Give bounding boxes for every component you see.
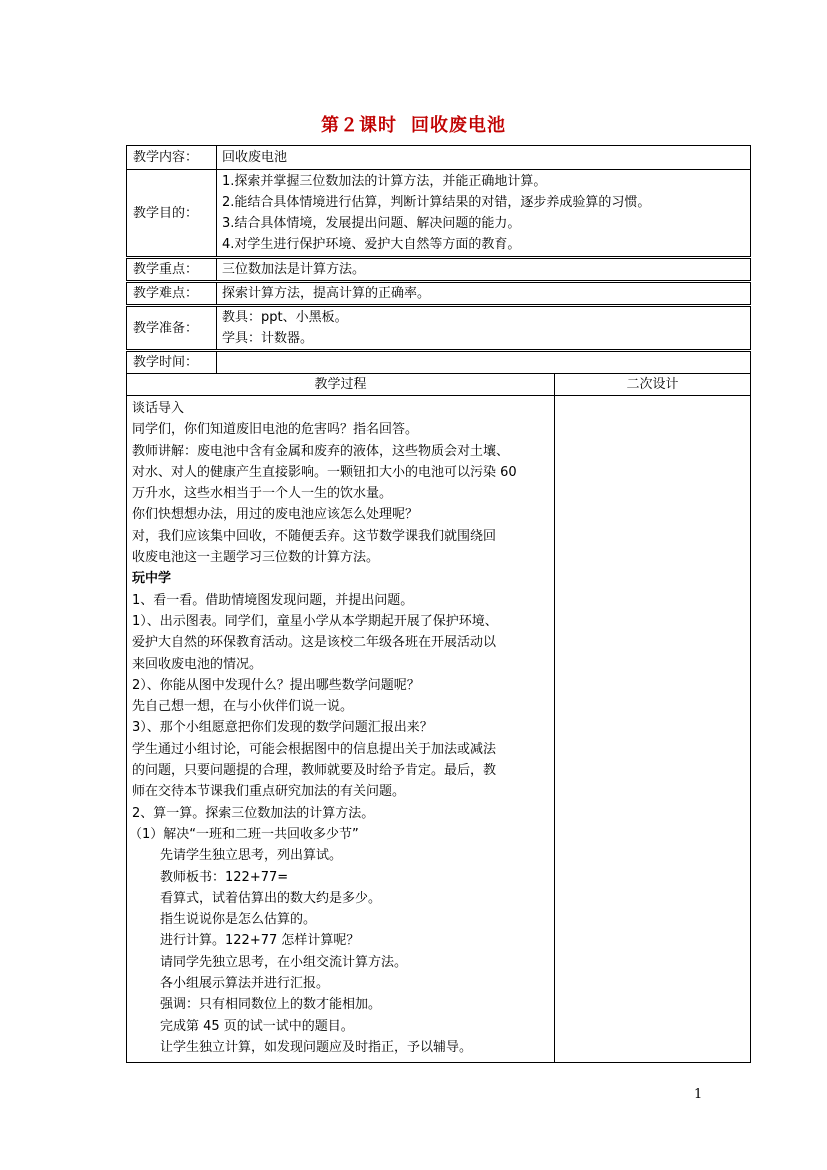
process-line: 完成第 45 页的试一试中的题目。: [160, 1018, 354, 1034]
lesson-title: [0, 111, 827, 137]
process-line: 教师讲解：废电池中含有金属和废弃的液体，这些物质会对土壤、: [132, 443, 510, 459]
label-goals: 教学目的：: [127, 170, 217, 258]
header-second-design: 二次设计: [555, 374, 751, 396]
process-line: 3）、那个小组愿意把你们发现的数学问题汇报出来？: [132, 720, 433, 736]
label-difficulty: 教学难点：: [127, 282, 217, 306]
value-content: 回收废电池: [217, 146, 751, 170]
process-line: 收废电池这一主题学习三位数的计算方法。: [132, 550, 380, 566]
process-line: 强调：只有相同数位上的数才能相加。: [160, 997, 382, 1013]
row-prep: [127, 306, 751, 351]
process-line: 2、算一算。探索三位数加法的计算方法。: [132, 805, 375, 821]
process-line: 对，我们应该集中回收，不随便丢弃。这节数学课我们就围绕回: [132, 528, 497, 544]
label-prep: 教学准备：: [127, 306, 217, 351]
goal-item: 2.能结合具体情境进行估算，判断计算结果的对错，逐步养成验算的习惯。: [222, 195, 651, 210]
process-line: 来回收废电池的情况。: [132, 656, 263, 672]
lesson-name: 回收废电池: [411, 115, 506, 136]
process-line: 1、看一看。借助情境图发现问题，并提出问题。: [132, 592, 414, 608]
process-line: （1）解决“一班和二班一共回收多少节”: [129, 826, 359, 842]
goal-item: 3.结合具体情境，发展提出问题、解决问题的能力。: [222, 216, 521, 231]
process-line: 对水、对人的健康产生直接影响。一颗钮扣大小的电池可以污染 60: [132, 464, 517, 480]
section-heading: 玩中学: [132, 571, 172, 587]
row-key: [127, 258, 751, 282]
process-line: 看算式，试着估算出的数大约是多少。: [160, 890, 382, 906]
label-content: 教学内容：: [127, 146, 217, 170]
process-line: 2）、你能从图中发现什么？提出哪些数学问题呢？: [132, 677, 420, 693]
lesson-number: 第２课时: [321, 115, 397, 136]
process-line: 1）、出示图表。同学们，童星小学从本学期起开展了保护环境、: [132, 613, 498, 629]
process-line: 先请学生独立思考，列出算试。: [160, 848, 343, 864]
process-line: 让学生独立计算，如发现问题应及时指正，予以辅导。: [160, 1039, 473, 1055]
process-line: 爱护大自然的环保教育活动。这是该校二年级各班在开展活动以: [132, 635, 497, 651]
row-headers: [127, 374, 751, 396]
row-content: [127, 146, 751, 170]
second-design-content: [555, 396, 751, 1063]
prep-item: 教具：ppt、小黑板。: [222, 310, 348, 325]
page-number: 1: [694, 1087, 703, 1102]
process-line: 万升水，这些水相当于一个人一生的饮水量。: [132, 486, 393, 502]
header-process: 教学过程: [127, 374, 555, 396]
process-content: [127, 396, 555, 1063]
goal-item: 1.探索并掌握三位数加法的计算方法，并能正确地计算。: [222, 174, 547, 189]
prep-item: 学具：计数器。: [222, 331, 314, 346]
process-line: 学生通过小组讨论，可能会根据图中的信息提出关于加法或减法: [132, 741, 497, 757]
process-line: 的问题，只要问题提的合理，教师就要及时给予肯定。最后，教: [132, 763, 497, 779]
process-line: 指生说说你是怎么估算的。: [160, 912, 317, 928]
process-line: 你们快想想办法，用过的废电池应该怎么处理呢？: [132, 507, 419, 523]
process-line: 师在交待本节课我们重点研究加法的有关问题。: [132, 784, 406, 800]
label-key: 教学重点：: [127, 258, 217, 282]
process-line: 请同学先独立思考，在小组交流计算方法。: [160, 954, 408, 970]
row-difficulty: [127, 282, 751, 306]
lesson-plan-table: [126, 145, 751, 1063]
process-line: 先自己想一想，在与小伙伴们说一说。: [132, 699, 354, 715]
process-line: 谈话导入: [132, 401, 185, 416]
process-line: 教师板书：122+77=: [160, 869, 289, 885]
process-line: 进行计算。122+77 怎样计算呢？: [160, 933, 360, 949]
goal-item: 4.对学生进行保护环境、爱护大自然等方面的教育。: [222, 237, 521, 252]
row-time: [127, 351, 751, 374]
label-time: 教学时间：: [127, 351, 217, 374]
value-prep: [217, 306, 751, 351]
value-difficulty: 探索计算方法，提高计算的正确率。: [217, 282, 751, 306]
row-process: [127, 396, 751, 1063]
row-goals: [127, 170, 751, 258]
value-goals: [217, 170, 751, 258]
process-line: 各小组展示算法并进行汇报。: [160, 976, 330, 992]
value-time: [217, 351, 751, 374]
process-line: 同学们，你们知道废旧电池的危害吗？指名回答。: [132, 422, 419, 438]
value-key: 三位数加法是计算方法。: [217, 258, 751, 282]
